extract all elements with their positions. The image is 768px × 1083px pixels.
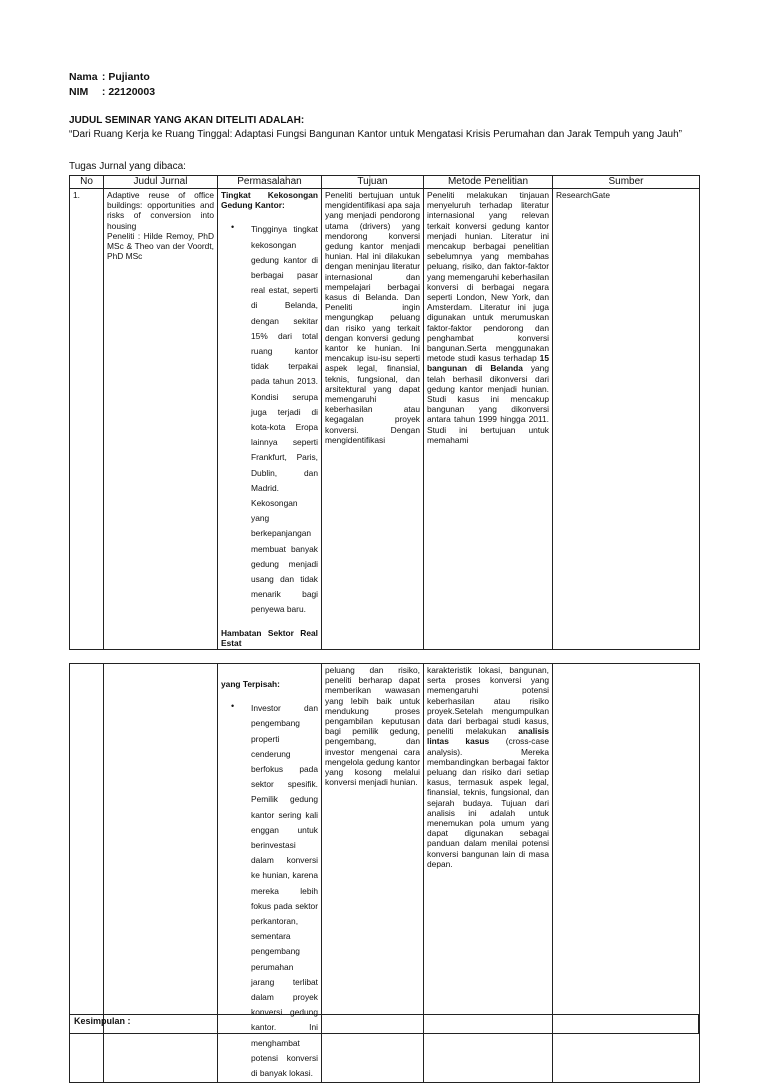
col-sumber: Sumber	[553, 176, 700, 189]
judul-cell	[104, 189, 218, 650]
tujuan-cell: Peneliti bertujuan untuk mengidentifikasi apa saja yang menjadi pendorong utama (drivers) yang mendorong konversi gedung kantor menjadi hunian. Hal ini dilakukan dengan meninjau literatur internasional dan mempelajari berbagai kasus di Belanda. Dan Peneliti ingin mengungkap peluang dan risiko yang terkait dengan konversi gedung kantor ke hunian. Ini mencakup isu-isu seperti aspek legal, finansial, teknis, fungsional, dan arsitektural yang dapat memengaruhi keberhasilan atau kegagalan proyek konversi. Dengan mengidentifikasi	[322, 189, 424, 650]
col-permasalahan: Permasalahan	[218, 176, 322, 189]
col-judul: Judul Jurnal	[104, 176, 218, 189]
bullet-icon: •	[231, 222, 235, 233]
permasalahan-cell	[218, 189, 322, 650]
perm-heading: Tingkat Kekosongan Gedung Kantor:	[221, 190, 318, 211]
tujuan-cell: peluang dan risiko, peneliti berharap dapat memberikan wawasan yang lebih baik untuk mendukung proses pengambilan keputusan bagi pemilik gedung, pengembang, dan investor mengenai cara mengelola gedung kantor yang kosong melalui konversi menjadi hunian.	[322, 664, 424, 1083]
table-row	[70, 189, 700, 650]
metode-cell	[424, 189, 553, 650]
nim-label: NIM	[69, 86, 89, 98]
col-tujuan: Tujuan	[322, 176, 424, 189]
metode-text-a: karakteristik lokasi, bangunan, serta proses konversi yang memengaruhi potensi keberhasilan atau risiko proyek.Setelah mengumpulkan data dari berbagai studi kasus, peneliti melakukan	[427, 665, 549, 737]
row-no: 1.	[70, 189, 104, 650]
bullet-icon: •	[231, 701, 235, 712]
sumber-cell: ResearchGate	[553, 189, 700, 650]
perm-bullet-text: Investor dan pengembang properti cenderung berfokus pada sektor spesifik. Pemilik gedung kantor sering kali enggan untuk berinvestasi dalam konversi ke hunian, karena mereka lebih fokus pada sektor perkantoran, sementara pengembang perumahan jarang terlibat dalam proyek konversi gedung kantor. Ini menghambat potensi konversi di banyak lokasi.	[251, 703, 318, 1079]
nama-value: : Pujianto	[101, 71, 150, 83]
metode-text-bold: 15 bangunan di Belanda	[427, 353, 549, 374]
perm-heading: yang Terpisah:	[221, 679, 280, 689]
tugas-label: Tugas Jurnal yang dibaca:	[69, 161, 186, 172]
metode-text-b: (cross-case analysis). Mereka membandingkan berbagai faktor peluang dan risiko dari setiap kasus, termasuk aspek legal, finansial, teknis, fungsional, dan sejarah budaya. Tujuan dari analisis ini adalah untuk menemukan pola umum yang dapat digunakan sebagai panduan dalam menilai potensi konversi bangunan lain di masa depan.	[427, 736, 549, 869]
peneliti: Peneliti : Hilde Remoy, PhD MSc & Theo van der Voordt, PhD MSc	[107, 230, 214, 262]
nim-line	[69, 86, 155, 99]
nama-label: Nama	[69, 71, 98, 83]
judul-heading: JUDUL SEMINAR YANG AKAN DITELITI ADALAH:	[69, 115, 305, 126]
kesimpulan-box	[69, 1014, 699, 1034]
journal-table	[69, 175, 700, 650]
nama-line	[69, 71, 150, 84]
kesimpulan-label: Kesimpulan :	[74, 1016, 131, 1026]
perm-bullet-text: Tingginya tingkat kekosongan gedung kantor di berbagai pasar real estat, seperti di Belanda, dengan sekitar 15% dari total ruang kantor tidak terpakai pada tahun 2013. Kondisi serupa juga terjadi di kota-kota Eropa lainnya seperti Frankfurt, Paris, Dublin, dan Madrid. Kekosongan yang berkepanjangan membuat banyak gedung menjadi usang dan tidak menarik bagi penyewa baru.	[251, 224, 318, 615]
perm-bullet	[221, 222, 318, 617]
table-header-row	[70, 176, 700, 189]
judul-text: “Dari Ruang Kerja ke Ruang Tinggal: Adaptasi Fungsi Bangunan Kantor untuk Mengatasi Krisis Perumahan dan Jarak Tempuh yang Jauh”	[69, 129, 682, 140]
nim-value: : 22120003	[101, 86, 156, 98]
metode-text-b: yang telah berhasil dikonversi dari gedung kantor menjadi hunian. Studi kasus ini mencakup bangunan yang dikonversi antara tahun 1999 hingga 2011. Studi ini bertujuan untuk memahami	[427, 363, 549, 445]
metode-text-bold: analisis lintas kasus	[427, 726, 549, 747]
metode-text-a: Peneliti melakukan tinjauan menyeluruh terhadap literatur internasional yang relevan terkait konversi gedung kantor menjadi hunian. Literatur ini mencakup berbagai penelitian sebelumnya yang membahas peluang, risiko, dan faktor-faktor yang memengaruhi keberhasilan konversi di berbagai negara seperti London, New York, dan Amsterdam. Literatur ini juga digunakan untuk merumuskan faktor-faktor pendorong dan penghambat konversi bangunan.Serta menggunakan metode studi kasus terhadap	[427, 190, 549, 364]
perm-heading-2: Hambatan Sektor Real Estat	[221, 627, 318, 648]
judul-jurnal: Adaptive reuse of office buildings: opportunities and risks of conversion into housing	[107, 190, 214, 231]
col-metode: Metode Penelitian	[424, 176, 553, 189]
col-no: No	[70, 176, 104, 189]
